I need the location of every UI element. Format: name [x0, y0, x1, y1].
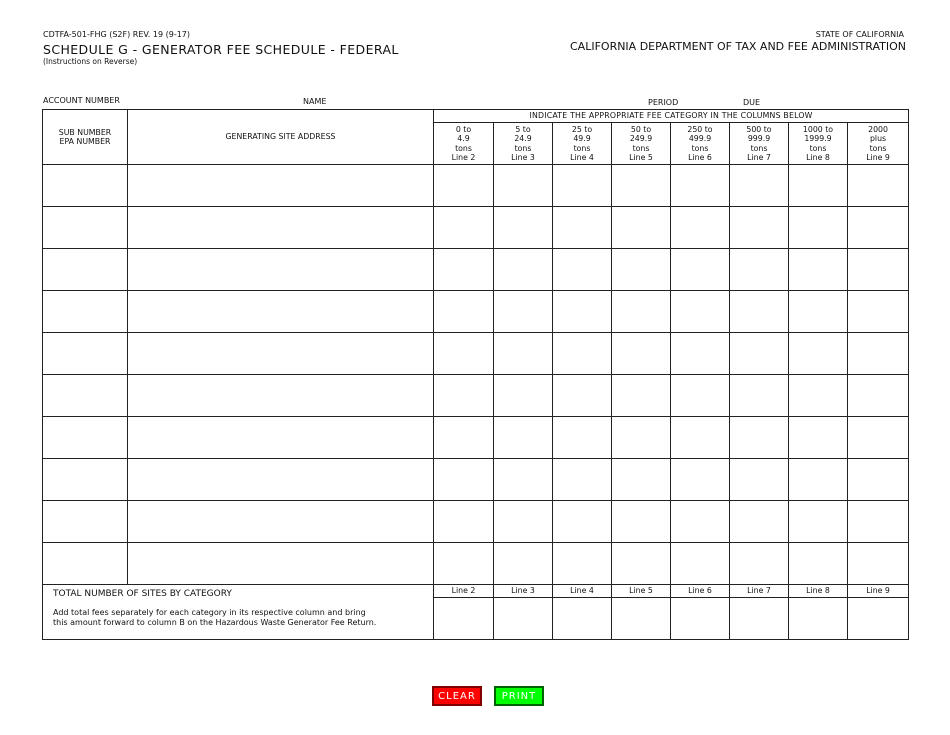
total-line-label: Line 5	[612, 585, 671, 598]
site-row	[43, 543, 909, 585]
fee-category-field[interactable]	[671, 501, 730, 543]
total-sites-field[interactable]	[434, 598, 494, 640]
category-header	[494, 123, 553, 165]
category-header-text: 999.9	[747, 134, 771, 144]
total-line-label: Line 2	[434, 585, 494, 598]
fee-category-field[interactable]	[553, 249, 612, 291]
total-sites-instructions	[53, 608, 423, 628]
period-label: PERIOD	[648, 98, 679, 107]
category-header-text: 500 to	[746, 125, 772, 135]
total-sites-field[interactable]	[730, 598, 789, 640]
category-header-text: 24.9	[514, 134, 532, 144]
category-header-text: 1999.9	[804, 134, 832, 144]
fee-category-field[interactable]	[671, 291, 730, 333]
fee-category-field[interactable]	[789, 291, 848, 333]
category-header-text: Line 9	[866, 152, 890, 162]
category-header	[789, 123, 848, 165]
fee-category-field[interactable]	[848, 165, 909, 207]
fee-category-field[interactable]	[730, 207, 789, 249]
category-header-text: 250 to	[687, 125, 713, 135]
fee-category-field[interactable]	[612, 459, 671, 501]
total-line-label: Line 6	[671, 585, 730, 598]
fee-category-field[interactable]	[848, 417, 909, 459]
fee-category-field[interactable]	[789, 375, 848, 417]
fee-category-field[interactable]	[494, 165, 553, 207]
fee-category-field[interactable]	[434, 249, 494, 291]
fee-category-field[interactable]	[671, 207, 730, 249]
total-sites-field[interactable]	[612, 598, 671, 640]
site-address-field[interactable]	[128, 165, 434, 207]
fee-category-field[interactable]	[848, 543, 909, 585]
fee-category-field[interactable]	[553, 207, 612, 249]
category-header-text: Line 2	[451, 152, 476, 162]
site-address-field[interactable]	[128, 459, 434, 501]
total-sites-field[interactable]	[789, 598, 848, 640]
agency-name: CALIFORNIA DEPARTMENT OF TAX AND FEE ADMINISTRATION	[570, 40, 906, 53]
sub-epa-number-header	[43, 110, 128, 165]
fee-category-field[interactable]	[789, 501, 848, 543]
site-address-field[interactable]	[128, 501, 434, 543]
site-row	[43, 501, 909, 543]
fee-category-field[interactable]	[730, 333, 789, 375]
fee-category-field[interactable]	[434, 291, 494, 333]
fee-category-field[interactable]	[494, 291, 553, 333]
fee-category-field[interactable]	[730, 459, 789, 501]
fee-category-field[interactable]	[434, 417, 494, 459]
fee-category-field[interactable]	[494, 249, 553, 291]
fee-category-header: INDICATE THE APPROPRIATE FEE CATEGORY IN THE COLUMNS BELOW	[434, 110, 909, 123]
sub-epa-number-field[interactable]	[43, 333, 128, 375]
site-address-field[interactable]	[128, 291, 434, 333]
fee-category-field[interactable]	[553, 165, 612, 207]
site-address-field[interactable]	[128, 333, 434, 375]
fee-category-field[interactable]	[494, 459, 553, 501]
form-title: SCHEDULE G - GENERATOR FEE SCHEDULE - FEDERAL	[43, 42, 399, 57]
fee-category-field[interactable]	[494, 333, 553, 375]
category-header-text: Line 5	[629, 152, 653, 162]
fee-category-field[interactable]	[612, 543, 671, 585]
category-header-text: tons	[455, 143, 472, 153]
category-header	[612, 123, 671, 165]
sub-epa-number-field[interactable]	[43, 375, 128, 417]
site-row	[43, 165, 909, 207]
site-address-field[interactable]	[128, 417, 434, 459]
category-header-text: 499.9	[688, 134, 712, 144]
fee-category-field[interactable]	[434, 459, 494, 501]
fee-category-field[interactable]	[789, 249, 848, 291]
site-row	[43, 459, 909, 501]
state-label: STATE OF CALIFORNIA	[815, 30, 904, 39]
name-label: NAME	[303, 97, 327, 106]
fee-category-field[interactable]	[671, 249, 730, 291]
form-number: CDTFA-501-FHG (S2F) REV. 19 (9-17)	[43, 30, 191, 39]
epa-number-header: EPA NUMBER	[59, 137, 111, 146]
fee-category-field[interactable]	[553, 291, 612, 333]
site-row	[43, 207, 909, 249]
fee-category-field[interactable]	[494, 417, 553, 459]
fee-category-field[interactable]	[612, 165, 671, 207]
fee-category-field[interactable]	[848, 501, 909, 543]
category-header-text: plus	[869, 134, 887, 144]
fee-category-field[interactable]	[553, 417, 612, 459]
fee-category-field[interactable]	[789, 543, 848, 585]
sub-epa-number-field[interactable]	[43, 501, 128, 543]
site-address-field[interactable]	[128, 375, 434, 417]
category-header-text: tons	[573, 143, 591, 153]
fee-category-field[interactable]	[612, 333, 671, 375]
fee-schedule-table	[42, 109, 909, 640]
category-header-text: 2000	[868, 125, 888, 135]
instructions-note: (Instructions on Reverse)	[43, 57, 138, 66]
total-desc-line-1: Add total fees separately for each category in its respective column and bring	[53, 608, 366, 618]
total-sites-title: TOTAL NUMBER OF SITES BY CATEGORY	[53, 589, 232, 599]
site-row	[43, 375, 909, 417]
fee-category-field[interactable]	[789, 417, 848, 459]
site-row	[43, 417, 909, 459]
fee-category-field[interactable]	[494, 543, 553, 585]
fee-category-field[interactable]	[730, 249, 789, 291]
sub-epa-number-field[interactable]	[43, 417, 128, 459]
fee-category-field[interactable]	[612, 291, 671, 333]
total-desc-line-2: this amount forward to column B on the Hazardous Waste Generator Fee Return.	[53, 618, 377, 628]
site-address-field[interactable]	[128, 543, 434, 585]
category-header-text: tons	[750, 143, 768, 153]
fee-category-field[interactable]	[612, 375, 671, 417]
category-header-text: tons	[809, 143, 827, 153]
fee-category-field[interactable]	[671, 375, 730, 417]
site-row	[43, 291, 909, 333]
total-sites-field[interactable]	[848, 598, 909, 640]
fee-category-field[interactable]	[789, 459, 848, 501]
sub-epa-number-field[interactable]	[43, 207, 128, 249]
fee-category-field[interactable]	[730, 417, 789, 459]
total-line-label: Line 4	[553, 585, 612, 598]
fee-category-field[interactable]	[612, 207, 671, 249]
category-header-text: tons	[632, 143, 650, 153]
due-label: DUE	[743, 98, 761, 107]
total-line-label: Line 3	[494, 585, 553, 598]
fee-category-field[interactable]	[671, 543, 730, 585]
category-header	[848, 123, 909, 165]
category-header-text: 1000 to	[802, 125, 834, 135]
fee-category-field[interactable]	[434, 543, 494, 585]
category-header-text: tons	[514, 143, 532, 153]
category-header-text: 5 to	[515, 125, 531, 135]
category-header-text: Line 6	[688, 152, 712, 162]
category-header	[434, 123, 494, 165]
site-row	[43, 249, 909, 291]
fee-category-field[interactable]	[789, 165, 848, 207]
category-header	[671, 123, 730, 165]
fee-category-field[interactable]	[671, 165, 730, 207]
fee-category-field[interactable]	[434, 501, 494, 543]
fee-category-field[interactable]	[671, 459, 730, 501]
fee-category-field[interactable]	[434, 207, 494, 249]
category-header-text: 4.9	[457, 134, 470, 144]
fee-category-field[interactable]	[848, 207, 909, 249]
total-line-label: Line 9	[848, 585, 909, 598]
sub-epa-number-field[interactable]	[43, 291, 128, 333]
fee-category-field[interactable]	[730, 501, 789, 543]
print-button[interactable]: PRINT	[494, 686, 544, 706]
category-header-text: 25 to	[571, 125, 593, 135]
sub-epa-number-field[interactable]	[43, 165, 128, 207]
fee-category-field[interactable]	[494, 501, 553, 543]
category-header-text: 0 to	[455, 125, 472, 135]
fee-category-field[interactable]	[789, 207, 848, 249]
fee-category-field[interactable]	[494, 207, 553, 249]
site-address-header: GENERATING SITE ADDRESS	[128, 110, 434, 165]
clear-button[interactable]: CLEAR	[432, 686, 482, 706]
category-header-text: Line 8	[806, 152, 830, 162]
fee-category-field[interactable]	[671, 333, 730, 375]
fee-category-field[interactable]	[553, 375, 612, 417]
fee-category-field[interactable]	[848, 459, 909, 501]
fee-category-field[interactable]	[789, 333, 848, 375]
total-sites-label-cell	[43, 585, 434, 640]
sub-number-header: SUB NUMBER	[58, 127, 112, 137]
fee-category-field[interactable]	[553, 543, 612, 585]
sub-epa-number-field[interactable]	[43, 543, 128, 585]
sub-epa-number-field[interactable]	[43, 249, 128, 291]
total-line-label: Line 7	[730, 585, 789, 598]
fee-category-field[interactable]	[730, 375, 789, 417]
fee-category-field[interactable]	[434, 333, 494, 375]
fee-category-field[interactable]	[494, 375, 553, 417]
category-header-text: tons	[869, 143, 887, 153]
category-header-text: 50 to	[630, 125, 652, 135]
fee-category-field[interactable]	[730, 165, 789, 207]
sub-epa-number-field[interactable]	[43, 459, 128, 501]
category-header-text: Line 3	[511, 152, 535, 162]
fee-category-field[interactable]	[612, 417, 671, 459]
category-header-text: tons	[691, 143, 709, 153]
fee-category-field[interactable]	[671, 417, 730, 459]
fee-category-field[interactable]	[434, 165, 494, 207]
fee-category-field[interactable]	[848, 249, 909, 291]
category-header	[730, 123, 789, 165]
category-header	[553, 123, 612, 165]
site-row	[43, 333, 909, 375]
fee-category-field[interactable]	[612, 249, 671, 291]
fee-category-field[interactable]	[553, 333, 612, 375]
fee-category-field[interactable]	[848, 333, 909, 375]
fee-category-field[interactable]	[848, 375, 909, 417]
total-sites-field[interactable]	[553, 598, 612, 640]
category-header-text: Line 4	[570, 152, 594, 162]
site-address-field[interactable]	[128, 207, 434, 249]
total-sites-field[interactable]	[494, 598, 553, 640]
fee-category-field[interactable]	[553, 501, 612, 543]
category-header-text: 249.9	[629, 134, 653, 144]
total-sites-field[interactable]	[671, 598, 730, 640]
site-address-field[interactable]	[128, 249, 434, 291]
fee-category-field[interactable]	[848, 291, 909, 333]
fee-category-field[interactable]	[612, 501, 671, 543]
account-number-label: ACCOUNT NUMBER	[43, 96, 120, 105]
fee-category-field[interactable]	[730, 543, 789, 585]
fee-category-field[interactable]	[730, 291, 789, 333]
total-line-label: Line 8	[789, 585, 848, 598]
category-header-text: 49.9	[573, 134, 591, 144]
category-header-text: Line 7	[747, 152, 771, 162]
fee-category-field[interactable]	[553, 459, 612, 501]
fee-category-field[interactable]	[434, 375, 494, 417]
